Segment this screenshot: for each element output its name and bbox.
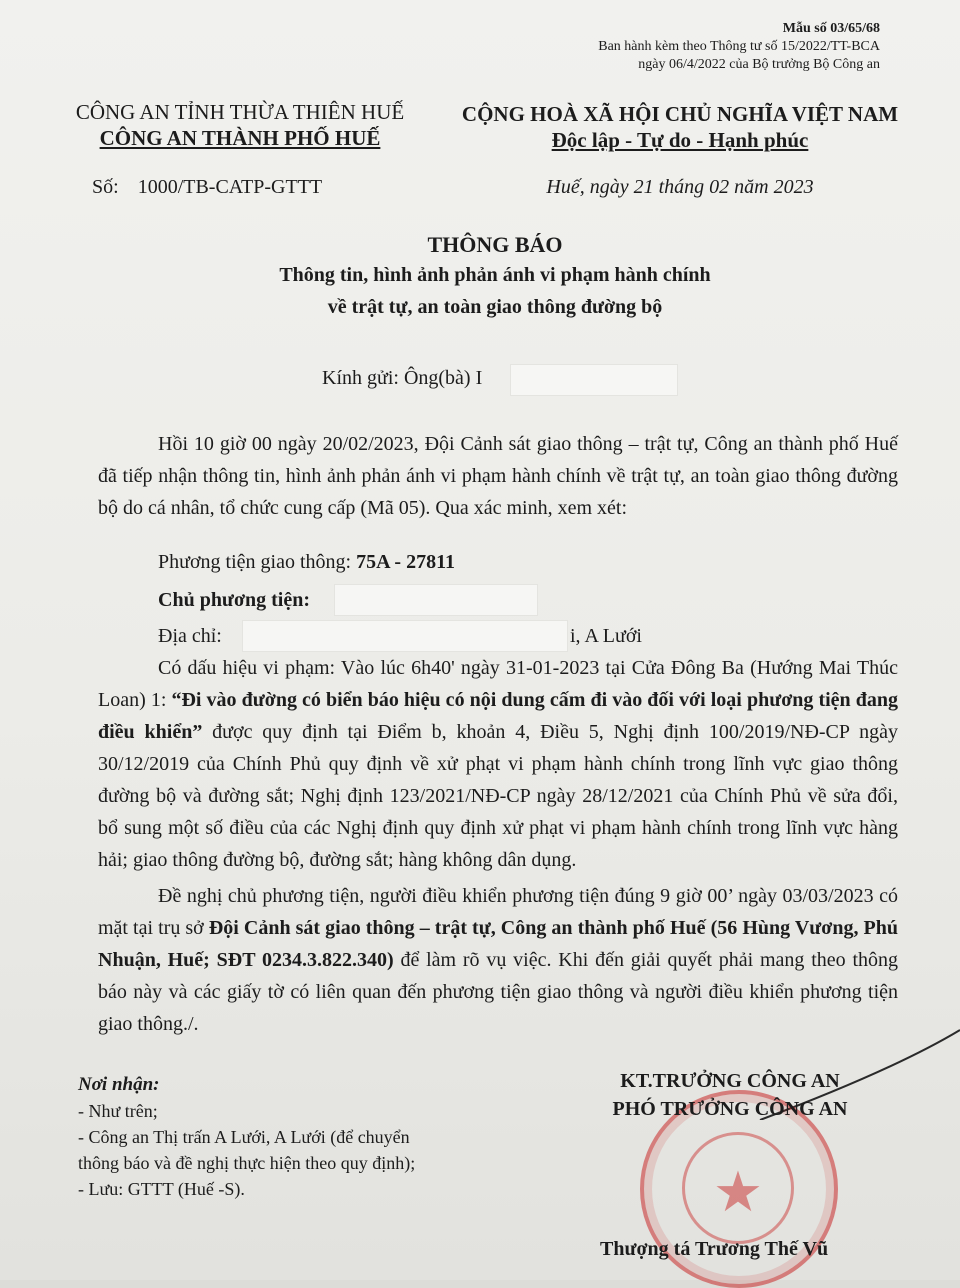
receiver-item: - Như trên; — [78, 1101, 158, 1121]
notice-subtitle-1: Thông tin, hình ảnh phản ánh vi phạm hành chính — [279, 264, 711, 286]
signer-role-1: KT.TRƯỞNG CÔNG AN — [620, 1070, 840, 1092]
redacted-address — [242, 620, 568, 652]
form-code: Mẫu số 03/65/68 — [782, 21, 880, 36]
intro-paragraph: Hồi 10 giờ 00 ngày 20/02/2023, Đội Cảnh sát giao thông – trật tự, Công an thành phố Huế đã tiếp nhận thông tin, hình ảnh phản ánh vi phạm hành chính về trật tự, an toàn giao thông đường bộ do cá nhân, tổ chức cung cấp (Mã 05). Qua xác minh, xem xét: — [98, 433, 898, 519]
owner-label — [158, 584, 310, 616]
nation-name: CỘNG HOÀ XÃ HỘI CHỦ NGHĨA VIỆT NAM — [461, 102, 899, 126]
issuer-unit-text: CÔNG AN THÀNH PHỐ HUẾ — [99, 126, 381, 150]
document-number-value: 1000/TB-CATP-GTTT — [137, 176, 323, 198]
form-reference-line-2: ngày 06/4/2022 của Bộ trưởng Bộ Công an — [638, 57, 880, 72]
vehicle-label: Phương tiện giao thông: — [158, 551, 357, 573]
nation-motto — [440, 128, 920, 153]
redacted-owner-name — [334, 584, 538, 616]
owner-label-text: Chủ phương tiện: — [158, 589, 311, 611]
request-lead: Đề nghị chủ phương tiện, người điều khiển phương tiện đúng 9 giờ 00’ ngày 03/03/2023 có mặt tại trụ sở — [98, 885, 898, 939]
violation-lead: Có dấu hiệu vi phạm: Vào lúc 6h40' ngày 31-01-2023 tại Cửa Đông Ba (Hướng Mai Thúc Loan) 1: — [98, 657, 898, 711]
issuer-parent: CÔNG AN TỈNH THỪA THIÊN HUẾ — [75, 100, 405, 124]
notice-title: THÔNG BÁO — [427, 232, 563, 257]
signer-role-2: PHÓ TRƯỞNG CÔNG AN — [612, 1098, 848, 1120]
nation-motto-text: Độc lập - Tự do - Hạnh phúc — [551, 128, 809, 152]
place-date: Huế, ngày 21 tháng 02 năm 2023 — [546, 176, 814, 198]
request-office: Đội Cảnh sát giao thông – trật tự, Công an thành phố Huế (56 Hùng Vương, Phú Nhuận, Huế; SĐT 0234.3.822.340) — [98, 917, 898, 971]
receivers-heading: Nơi nhận: — [78, 1074, 160, 1095]
address-suffix: i, A Lưới — [570, 625, 642, 647]
document-number-label: Số: — [92, 176, 119, 198]
request-rest: để làm rõ vụ việc. Khi đến giải quyết phải mang theo thông báo này và các giấy tờ có liên quan đến phương tiện giao thông và người điều khiển phương tiện giao thông./. — [98, 949, 899, 1035]
notice-subtitle-2: về trật tự, an toàn giao thông đường bộ — [327, 296, 663, 318]
violation-legal-basis: được quy định tại Điểm b, khoản 4, Điều 5, Nghị định 100/2019/NĐ-CP ngày 30/12/2019 của Chính Phủ quy định về xử phạt vi phạm hành chính trong lĩnh vực giao thông đường bộ và đường sắt; Nghị định 123/2021/NĐ-CP ngày 28/12/2021 của Chính Phủ về sửa đổi, bổ sung một số điều của các Nghị định quy định xử phạt vi phạm hành chính trong lĩnh vực hàng hải; giao thông đường bộ, đường sắt; hàng không dân dụng. — [98, 721, 898, 871]
document-number — [92, 176, 322, 199]
vehicle-plate: 75A - 27811 — [356, 551, 455, 573]
seal-star-icon: ★ — [712, 1162, 764, 1224]
signer-name: Thượng tá Trương Thế Vũ — [600, 1238, 829, 1260]
receiver-item: - Lưu: GTTT (Huế -S). — [78, 1179, 245, 1199]
form-reference-line-1: Ban hành kèm theo Thông tư số 15/2022/TT-BCA — [598, 39, 880, 54]
violation-paragraph — [98, 652, 898, 876]
violation-quote: “Đi vào đường có biển báo hiệu có nội dung cấm đi vào đối với loại phương tiện đang điều khiển” — [98, 689, 899, 743]
redacted-recipient-name — [510, 364, 678, 396]
recipient-line: Kính gửi: Ông(bà) I — [322, 367, 483, 389]
receiver-item: thông báo và đề nghị thực hiện theo quy định); — [78, 1153, 416, 1173]
issuer-unit — [60, 126, 420, 151]
form-reference — [598, 20, 880, 74]
address-label: Địa chỉ: — [158, 625, 222, 647]
receiver-item: - Công an Thị trấn A Lưới, A Lưới (để chuyển — [78, 1127, 410, 1147]
receivers-block — [78, 1072, 415, 1202]
vehicle-line — [158, 546, 455, 578]
seal-inner-ring — [682, 1132, 794, 1244]
